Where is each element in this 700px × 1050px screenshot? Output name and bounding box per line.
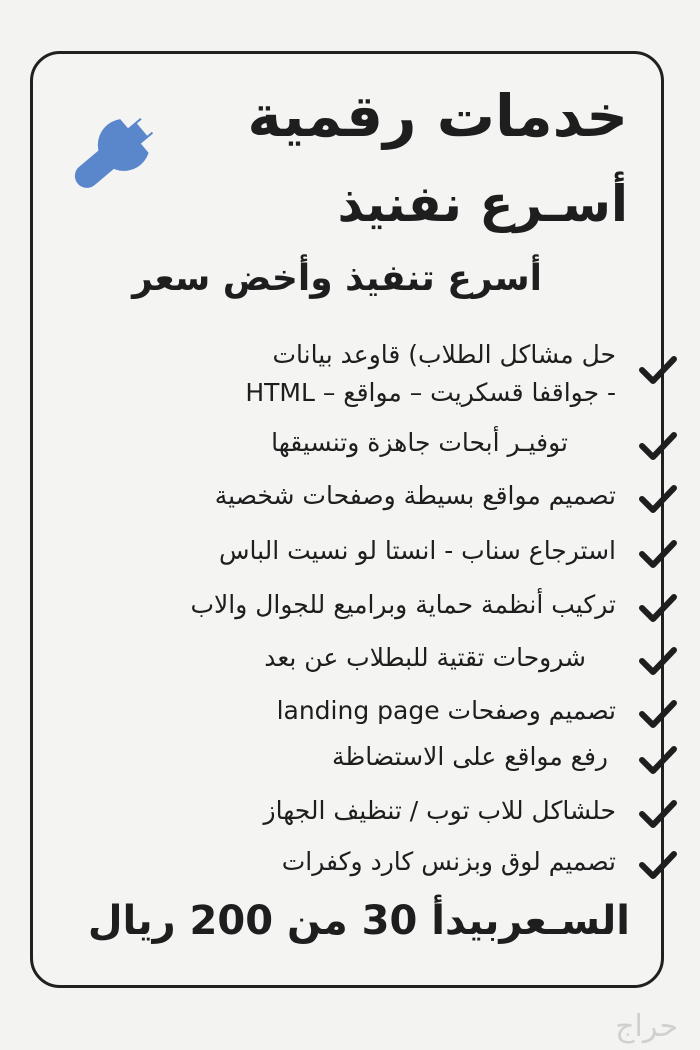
- service-text: تركيب أنظمة حماية وبراميع للجوال والاب: [190, 590, 616, 619]
- watermark: حراج: [615, 1009, 678, 1044]
- service-text: - جواقفا قسكريت – مواقع – HTML: [245, 378, 616, 407]
- check-icon: [638, 430, 678, 462]
- service-text: تصميم مواقع بسيطة وصفحات شخصية: [214, 481, 616, 510]
- check-icon: [638, 698, 678, 730]
- service-text: تصميم لوق وبزنس كارد وكفرات: [281, 847, 616, 876]
- list-item: [56, 738, 616, 776]
- check-icon: [638, 538, 678, 570]
- service-text: رفع مواقع على الاستضاظة: [331, 742, 608, 771]
- service-text: شروحات تقتية للبطلاب عن بعد: [264, 643, 586, 672]
- list-item: [56, 639, 616, 677]
- service-text: حل مشاكل الطلاب) قاوعد بيانات: [272, 340, 616, 369]
- check-icon: [638, 354, 678, 386]
- list-item: [56, 586, 616, 624]
- tagline: أسرع تنفيذ وأخض سعر: [132, 258, 542, 299]
- check-icon: [638, 592, 678, 624]
- check-icon: [638, 798, 678, 830]
- check-icon: [638, 849, 678, 881]
- list-item: [56, 336, 616, 412]
- list-item: [56, 792, 616, 830]
- page-subtitle: أسـرع نفنيذ: [337, 175, 628, 233]
- page-title: خدمات رقمية: [247, 82, 628, 150]
- service-text: حلشاكل للاب توب / تنظيف الجهاز: [263, 796, 616, 825]
- list-item: [56, 532, 616, 570]
- list-item: [56, 477, 616, 515]
- check-icon: [638, 483, 678, 515]
- list-item: [56, 692, 616, 730]
- list-item: [56, 424, 616, 462]
- price-text: السـعربيدأ 30 من 200 ريال: [87, 898, 630, 944]
- service-text: استرجاع سناب - انستا لو نسيت الباس: [218, 536, 616, 565]
- list-item: [56, 843, 616, 881]
- service-text: تصميم وصفحات landing page: [276, 696, 616, 725]
- service-text: توفيـر أبحات جاهزة وتنسيقها: [271, 428, 568, 457]
- wrench-icon: [52, 88, 182, 208]
- check-icon: [638, 744, 678, 776]
- check-icon: [638, 645, 678, 677]
